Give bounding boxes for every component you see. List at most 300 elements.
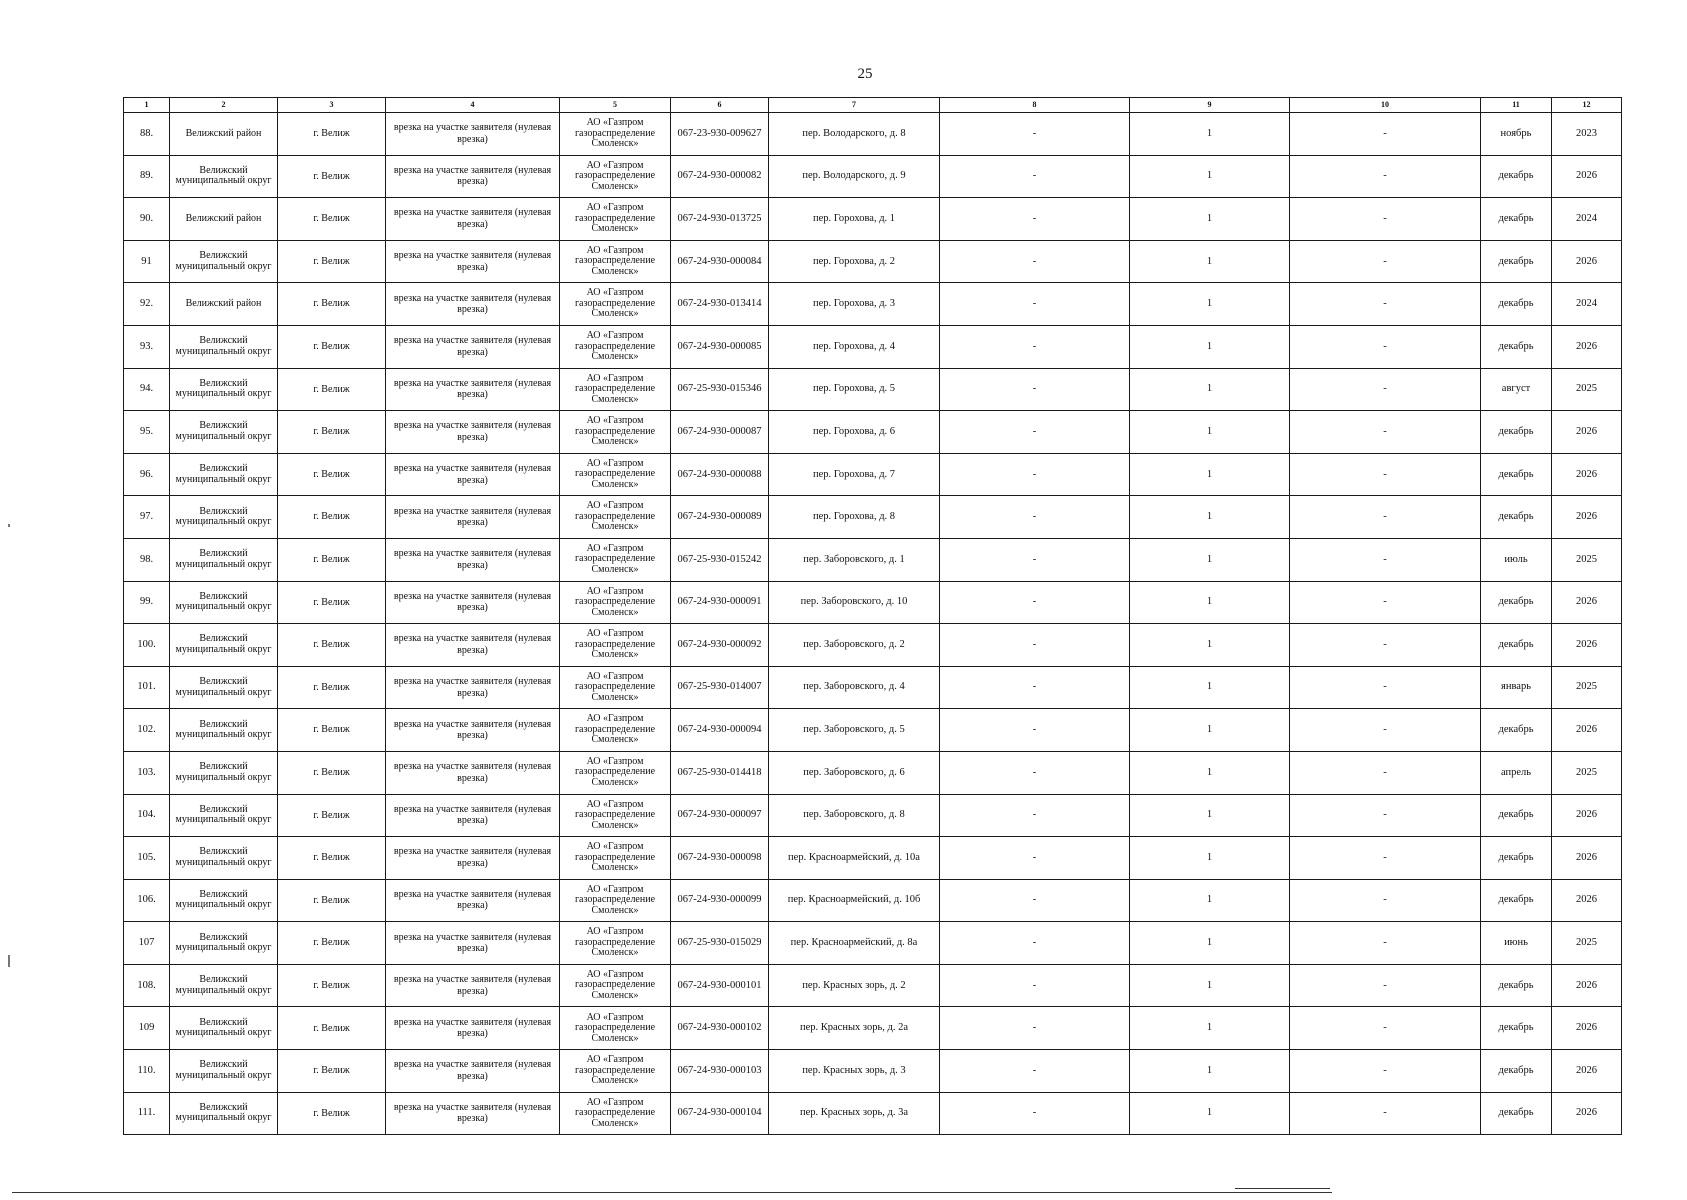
address-cell: пер. Горохова, д. 4 (769, 325, 940, 368)
col9-cell: 1 (1130, 879, 1290, 922)
col8-cell: - (940, 198, 1130, 241)
district-cell: Велижский муниципальный округ (170, 964, 278, 1007)
city-cell: г. Велиж (278, 1050, 386, 1093)
connection-type-cell: врезка на участке заявителя (нулевая врезка) (386, 751, 560, 794)
application-code-cell: 067-24-930-000098 (671, 837, 769, 880)
city-cell: г. Велиж (278, 879, 386, 922)
application-code-cell: 067-24-930-013725 (671, 198, 769, 241)
address-cell: пер. Горохова, д. 5 (769, 368, 940, 411)
city-cell: г. Велиж (278, 794, 386, 837)
year-cell: 2026 (1552, 837, 1622, 880)
col10-cell: - (1290, 581, 1481, 624)
col9-cell: 1 (1130, 964, 1290, 1007)
application-code-cell: 067-25-930-014418 (671, 751, 769, 794)
column-header: 2 (170, 98, 278, 113)
col10-cell: - (1290, 198, 1481, 241)
gas-connection-table (123, 97, 1622, 1135)
month-cell: декабрь (1481, 624, 1552, 667)
address-cell: пер. Красных зорь, д. 2 (769, 964, 940, 1007)
city-cell: г. Велиж (278, 1007, 386, 1050)
year-cell: 2026 (1552, 325, 1622, 368)
city-cell: г. Велиж (278, 198, 386, 241)
col8-cell: - (940, 113, 1130, 156)
application-code-cell: 067-24-930-000092 (671, 624, 769, 667)
col10-cell: - (1290, 709, 1481, 752)
row-number: 96. (124, 453, 170, 496)
month-cell: декабрь (1481, 879, 1552, 922)
district-cell: Велижский муниципальный округ (170, 879, 278, 922)
month-cell: декабрь (1481, 1092, 1552, 1135)
month-cell: июль (1481, 538, 1552, 581)
row-number: 104. (124, 794, 170, 837)
col10-cell: - (1290, 113, 1481, 156)
row-number: 95. (124, 411, 170, 454)
address-cell: пер. Заборовского, д. 10 (769, 581, 940, 624)
row-number: 94. (124, 368, 170, 411)
year-cell: 2026 (1552, 411, 1622, 454)
address-cell: пер. Заборовского, д. 5 (769, 709, 940, 752)
row-number: 107 (124, 922, 170, 965)
col8-cell: - (940, 453, 1130, 496)
table-row (124, 325, 1622, 368)
application-code-cell: 067-23-930-009627 (671, 113, 769, 156)
col8-cell: - (940, 240, 1130, 283)
col8-cell: - (940, 1050, 1130, 1093)
application-code-cell: 067-24-930-000094 (671, 709, 769, 752)
col9-cell: 1 (1130, 113, 1290, 156)
col9-cell: 1 (1130, 198, 1290, 241)
application-code-cell: 067-24-930-000088 (671, 453, 769, 496)
row-number: 93. (124, 325, 170, 368)
table-row (124, 496, 1622, 539)
connection-type-cell: врезка на участке заявителя (нулевая врезка) (386, 1007, 560, 1050)
district-cell: Велижский муниципальный округ (170, 240, 278, 283)
city-cell: г. Велиж (278, 624, 386, 667)
scan-mark (8, 955, 10, 967)
organization-cell: АО «Газпром газораспределение Смоленск» (560, 794, 671, 837)
column-header: 8 (940, 98, 1130, 113)
col9-cell: 1 (1130, 624, 1290, 667)
application-code-cell: 067-24-930-000087 (671, 411, 769, 454)
connection-type-cell: врезка на участке заявителя (нулевая врезка) (386, 496, 560, 539)
month-cell: апрель (1481, 751, 1552, 794)
address-cell: пер. Володарского, д. 9 (769, 155, 940, 198)
connection-type-cell: врезка на участке заявителя (нулевая врезка) (386, 922, 560, 965)
col10-cell: - (1290, 624, 1481, 667)
column-header: 6 (671, 98, 769, 113)
col9-cell: 1 (1130, 538, 1290, 581)
year-cell: 2026 (1552, 453, 1622, 496)
col10-cell: - (1290, 879, 1481, 922)
row-number: 109 (124, 1007, 170, 1050)
col10-cell: - (1290, 1007, 1481, 1050)
col10-cell: - (1290, 453, 1481, 496)
application-code-cell: 067-24-930-000085 (671, 325, 769, 368)
col9-cell: 1 (1130, 283, 1290, 326)
table-row (124, 411, 1622, 454)
col8-cell: - (940, 155, 1130, 198)
connection-type-cell: врезка на участке заявителя (нулевая врезка) (386, 198, 560, 241)
month-cell: декабрь (1481, 1007, 1552, 1050)
table-body (124, 113, 1622, 1135)
col9-cell: 1 (1130, 922, 1290, 965)
column-header: 9 (1130, 98, 1290, 113)
district-cell: Велижский муниципальный округ (170, 1007, 278, 1050)
connection-type-cell: врезка на участке заявителя (нулевая врезка) (386, 240, 560, 283)
application-code-cell: 067-24-930-000097 (671, 794, 769, 837)
month-cell: декабрь (1481, 496, 1552, 539)
year-cell: 2025 (1552, 751, 1622, 794)
col9-cell: 1 (1130, 496, 1290, 539)
district-cell: Велижский муниципальный округ (170, 368, 278, 411)
column-header: 4 (386, 98, 560, 113)
district-cell: Велижский район (170, 283, 278, 326)
col10-cell: - (1290, 496, 1481, 539)
district-cell: Велижский муниципальный округ (170, 1050, 278, 1093)
year-cell: 2026 (1552, 879, 1622, 922)
city-cell: г. Велиж (278, 837, 386, 880)
city-cell: г. Велиж (278, 325, 386, 368)
footer-rule (12, 1192, 1332, 1193)
organization-cell: АО «Газпром газораспределение Смоленск» (560, 922, 671, 965)
district-cell: Велижский муниципальный округ (170, 538, 278, 581)
col9-cell: 1 (1130, 709, 1290, 752)
year-cell: 2025 (1552, 922, 1622, 965)
col8-cell: - (940, 794, 1130, 837)
year-cell: 2026 (1552, 1007, 1622, 1050)
table-row (124, 198, 1622, 241)
address-cell: пер. Заборовского, д. 4 (769, 666, 940, 709)
organization-cell: АО «Газпром газораспределение Смоленск» (560, 1092, 671, 1135)
address-cell: пер. Горохова, д. 6 (769, 411, 940, 454)
connection-type-cell: врезка на участке заявителя (нулевая врезка) (386, 837, 560, 880)
address-cell: пер. Володарского, д. 8 (769, 113, 940, 156)
district-cell: Велижский муниципальный округ (170, 411, 278, 454)
address-cell: пер. Горохова, д. 3 (769, 283, 940, 326)
col10-cell: - (1290, 751, 1481, 794)
address-cell: пер. Заборовского, д. 1 (769, 538, 940, 581)
col8-cell: - (940, 751, 1130, 794)
connection-type-cell: врезка на участке заявителя (нулевая врезка) (386, 325, 560, 368)
city-cell: г. Велиж (278, 709, 386, 752)
connection-type-cell: врезка на участке заявителя (нулевая врезка) (386, 113, 560, 156)
table-row (124, 155, 1622, 198)
organization-cell: АО «Газпром газораспределение Смоленск» (560, 496, 671, 539)
city-cell: г. Велиж (278, 922, 386, 965)
month-cell: декабрь (1481, 325, 1552, 368)
page-number: 25 (857, 66, 873, 82)
col8-cell: - (940, 325, 1130, 368)
organization-cell: АО «Газпром газораспределение Смоленск» (560, 624, 671, 667)
col9-cell: 1 (1130, 837, 1290, 880)
connection-type-cell: врезка на участке заявителя (нулевая врезка) (386, 581, 560, 624)
year-cell: 2024 (1552, 283, 1622, 326)
table-row (124, 879, 1622, 922)
organization-cell: АО «Газпром газораспределение Смоленск» (560, 368, 671, 411)
year-cell: 2026 (1552, 709, 1622, 752)
column-header: 1 (124, 98, 170, 113)
table-row (124, 581, 1622, 624)
organization-cell: АО «Газпром газораспределение Смоленск» (560, 411, 671, 454)
connection-type-cell: врезка на участке заявителя (нулевая врезка) (386, 453, 560, 496)
table-row (124, 964, 1622, 1007)
city-cell: г. Велиж (278, 113, 386, 156)
city-cell: г. Велиж (278, 283, 386, 326)
district-cell: Велижский муниципальный округ (170, 837, 278, 880)
year-cell: 2026 (1552, 1092, 1622, 1135)
organization-cell: АО «Газпром газораспределение Смоленск» (560, 581, 671, 624)
col10-cell: - (1290, 922, 1481, 965)
col8-cell: - (940, 666, 1130, 709)
row-number: 98. (124, 538, 170, 581)
connection-type-cell: врезка на участке заявителя (нулевая врезка) (386, 879, 560, 922)
year-cell: 2026 (1552, 624, 1622, 667)
connection-type-cell: врезка на участке заявителя (нулевая врезка) (386, 368, 560, 411)
col9-cell: 1 (1130, 1050, 1290, 1093)
year-cell: 2026 (1552, 240, 1622, 283)
row-number: 92. (124, 283, 170, 326)
table-row (124, 837, 1622, 880)
month-cell: июнь (1481, 922, 1552, 965)
col8-cell: - (940, 922, 1130, 965)
application-code-cell: 067-25-930-015346 (671, 368, 769, 411)
col9-cell: 1 (1130, 751, 1290, 794)
application-code-cell: 067-24-930-000101 (671, 964, 769, 1007)
row-number: 103. (124, 751, 170, 794)
col9-cell: 1 (1130, 1092, 1290, 1135)
year-cell: 2026 (1552, 496, 1622, 539)
application-code-cell: 067-24-930-000099 (671, 879, 769, 922)
organization-cell: АО «Газпром газораспределение Смоленск» (560, 1007, 671, 1050)
row-number: 101. (124, 666, 170, 709)
table-row (124, 751, 1622, 794)
month-cell: декабрь (1481, 453, 1552, 496)
district-cell: Велижский район (170, 198, 278, 241)
scan-mark (8, 524, 10, 527)
col8-cell: - (940, 1092, 1130, 1135)
table-row (124, 709, 1622, 752)
row-number: 90. (124, 198, 170, 241)
address-cell: пер. Красных зорь, д. 3 (769, 1050, 940, 1093)
col9-cell: 1 (1130, 368, 1290, 411)
district-cell: Велижский муниципальный округ (170, 1092, 278, 1135)
connection-type-cell: врезка на участке заявителя (нулевая врезка) (386, 624, 560, 667)
col8-cell: - (940, 1007, 1130, 1050)
city-cell: г. Велиж (278, 751, 386, 794)
application-code-cell: 067-25-930-014007 (671, 666, 769, 709)
table-row (124, 624, 1622, 667)
year-cell: 2026 (1552, 794, 1622, 837)
month-cell: январь (1481, 666, 1552, 709)
table-row (124, 538, 1622, 581)
city-cell: г. Велиж (278, 155, 386, 198)
row-number: 102. (124, 709, 170, 752)
row-number: 99. (124, 581, 170, 624)
column-header: 11 (1481, 98, 1552, 113)
address-cell: пер. Горохова, д. 2 (769, 240, 940, 283)
row-number: 89. (124, 155, 170, 198)
row-number: 108. (124, 964, 170, 1007)
table-row (124, 113, 1622, 156)
month-cell: декабрь (1481, 411, 1552, 454)
month-cell: декабрь (1481, 581, 1552, 624)
table-row (124, 453, 1622, 496)
col10-cell: - (1290, 325, 1481, 368)
column-header: 10 (1290, 98, 1481, 113)
table-row (124, 794, 1622, 837)
row-number: 106. (124, 879, 170, 922)
column-number-row (124, 98, 1622, 113)
application-code-cell: 067-24-930-000102 (671, 1007, 769, 1050)
organization-cell: АО «Газпром газораспределение Смоленск» (560, 113, 671, 156)
application-code-cell: 067-24-930-000084 (671, 240, 769, 283)
col10-cell: - (1290, 964, 1481, 1007)
month-cell: декабрь (1481, 964, 1552, 1007)
city-cell: г. Велиж (278, 496, 386, 539)
district-cell: Велижский муниципальный округ (170, 496, 278, 539)
table-row (124, 666, 1622, 709)
col10-cell: - (1290, 794, 1481, 837)
col9-cell: 1 (1130, 581, 1290, 624)
month-cell: декабрь (1481, 240, 1552, 283)
organization-cell: АО «Газпром газораспределение Смоленск» (560, 198, 671, 241)
month-cell: декабрь (1481, 794, 1552, 837)
col8-cell: - (940, 411, 1130, 454)
row-number: 111. (124, 1092, 170, 1135)
district-cell: Велижский муниципальный округ (170, 666, 278, 709)
col10-cell: - (1290, 283, 1481, 326)
column-header: 7 (769, 98, 940, 113)
col8-cell: - (940, 837, 1130, 880)
col10-cell: - (1290, 1050, 1481, 1093)
col10-cell: - (1290, 837, 1481, 880)
col8-cell: - (940, 624, 1130, 667)
address-cell: пер. Красных зорь, д. 2а (769, 1007, 940, 1050)
table-row (124, 1092, 1622, 1135)
district-cell: Велижский муниципальный округ (170, 624, 278, 667)
organization-cell: АО «Газпром газораспределение Смоленск» (560, 325, 671, 368)
table-row (124, 922, 1622, 965)
col8-cell: - (940, 879, 1130, 922)
address-cell: пер. Горохова, д. 8 (769, 496, 940, 539)
district-cell: Велижский муниципальный округ (170, 794, 278, 837)
table-row (124, 1050, 1622, 1093)
connection-type-cell: врезка на участке заявителя (нулевая врезка) (386, 283, 560, 326)
address-cell: пер. Заборовского, д. 2 (769, 624, 940, 667)
address-cell: пер. Заборовского, д. 6 (769, 751, 940, 794)
city-cell: г. Велиж (278, 538, 386, 581)
column-header: 3 (278, 98, 386, 113)
application-code-cell: 067-25-930-015242 (671, 538, 769, 581)
district-cell: Велижский муниципальный округ (170, 709, 278, 752)
year-cell: 2025 (1552, 666, 1622, 709)
organization-cell: АО «Газпром газораспределение Смоленск» (560, 155, 671, 198)
row-number: 110. (124, 1050, 170, 1093)
col10-cell: - (1290, 538, 1481, 581)
year-cell: 2026 (1552, 581, 1622, 624)
month-cell: декабрь (1481, 283, 1552, 326)
col10-cell: - (1290, 666, 1481, 709)
organization-cell: АО «Газпром газораспределение Смоленск» (560, 1050, 671, 1093)
city-cell: г. Велиж (278, 368, 386, 411)
organization-cell: АО «Газпром газораспределение Смоленск» (560, 751, 671, 794)
connection-type-cell: врезка на участке заявителя (нулевая врезка) (386, 666, 560, 709)
connection-type-cell: врезка на участке заявителя (нулевая врезка) (386, 155, 560, 198)
connection-type-cell: врезка на участке заявителя (нулевая врезка) (386, 538, 560, 581)
row-number: 91 (124, 240, 170, 283)
district-cell: Велижский муниципальный округ (170, 751, 278, 794)
organization-cell: АО «Газпром газораспределение Смоленск» (560, 964, 671, 1007)
column-header: 12 (1552, 98, 1622, 113)
month-cell: декабрь (1481, 1050, 1552, 1093)
address-cell: пер. Красноармейский, д. 10б (769, 879, 940, 922)
connection-type-cell: врезка на участке заявителя (нулевая врезка) (386, 709, 560, 752)
organization-cell: АО «Газпром газораспределение Смоленск» (560, 538, 671, 581)
address-cell: пер. Красных зорь, д. 3а (769, 1092, 940, 1135)
table-header (124, 98, 1622, 113)
district-cell: Велижский муниципальный округ (170, 453, 278, 496)
city-cell: г. Велиж (278, 411, 386, 454)
application-code-cell: 067-24-930-000104 (671, 1092, 769, 1135)
city-cell: г. Велиж (278, 240, 386, 283)
month-cell: декабрь (1481, 155, 1552, 198)
table-row (124, 240, 1622, 283)
year-cell: 2025 (1552, 538, 1622, 581)
row-number: 97. (124, 496, 170, 539)
district-cell: Велижский муниципальный округ (170, 922, 278, 965)
organization-cell: АО «Газпром газораспределение Смоленск» (560, 453, 671, 496)
application-code-cell: 067-25-930-015029 (671, 922, 769, 965)
district-cell: Велижский муниципальный округ (170, 325, 278, 368)
col9-cell: 1 (1130, 794, 1290, 837)
col10-cell: - (1290, 240, 1481, 283)
row-number: 88. (124, 113, 170, 156)
application-code-cell: 067-24-930-000082 (671, 155, 769, 198)
col10-cell: - (1290, 411, 1481, 454)
address-cell: пер. Горохова, д. 1 (769, 198, 940, 241)
col8-cell: - (940, 368, 1130, 411)
district-cell: Велижский район (170, 113, 278, 156)
organization-cell: АО «Газпром газораспределение Смоленск» (560, 666, 671, 709)
address-cell: пер. Горохова, д. 7 (769, 453, 940, 496)
city-cell: г. Велиж (278, 581, 386, 624)
month-cell: ноябрь (1481, 113, 1552, 156)
organization-cell: АО «Газпром газораспределение Смоленск» (560, 709, 671, 752)
connection-type-cell: врезка на участке заявителя (нулевая врезка) (386, 1050, 560, 1093)
year-cell: 2023 (1552, 113, 1622, 156)
year-cell: 2026 (1552, 1050, 1622, 1093)
col8-cell: - (940, 496, 1130, 539)
address-cell: пер. Красноармейский, д. 8а (769, 922, 940, 965)
col8-cell: - (940, 964, 1130, 1007)
city-cell: г. Велиж (278, 964, 386, 1007)
col10-cell: - (1290, 155, 1481, 198)
organization-cell: АО «Газпром газораспределение Смоленск» (560, 283, 671, 326)
col9-cell: 1 (1130, 155, 1290, 198)
table-row (124, 1007, 1622, 1050)
month-cell: декабрь (1481, 709, 1552, 752)
table-row (124, 283, 1622, 326)
col8-cell: - (940, 283, 1130, 326)
footer-rule-short (1235, 1188, 1330, 1189)
city-cell: г. Велиж (278, 666, 386, 709)
application-code-cell: 067-24-930-000103 (671, 1050, 769, 1093)
month-cell: декабрь (1481, 837, 1552, 880)
application-code-cell: 067-24-930-000091 (671, 581, 769, 624)
row-number: 100. (124, 624, 170, 667)
col9-cell: 1 (1130, 1007, 1290, 1050)
year-cell: 2026 (1552, 155, 1622, 198)
